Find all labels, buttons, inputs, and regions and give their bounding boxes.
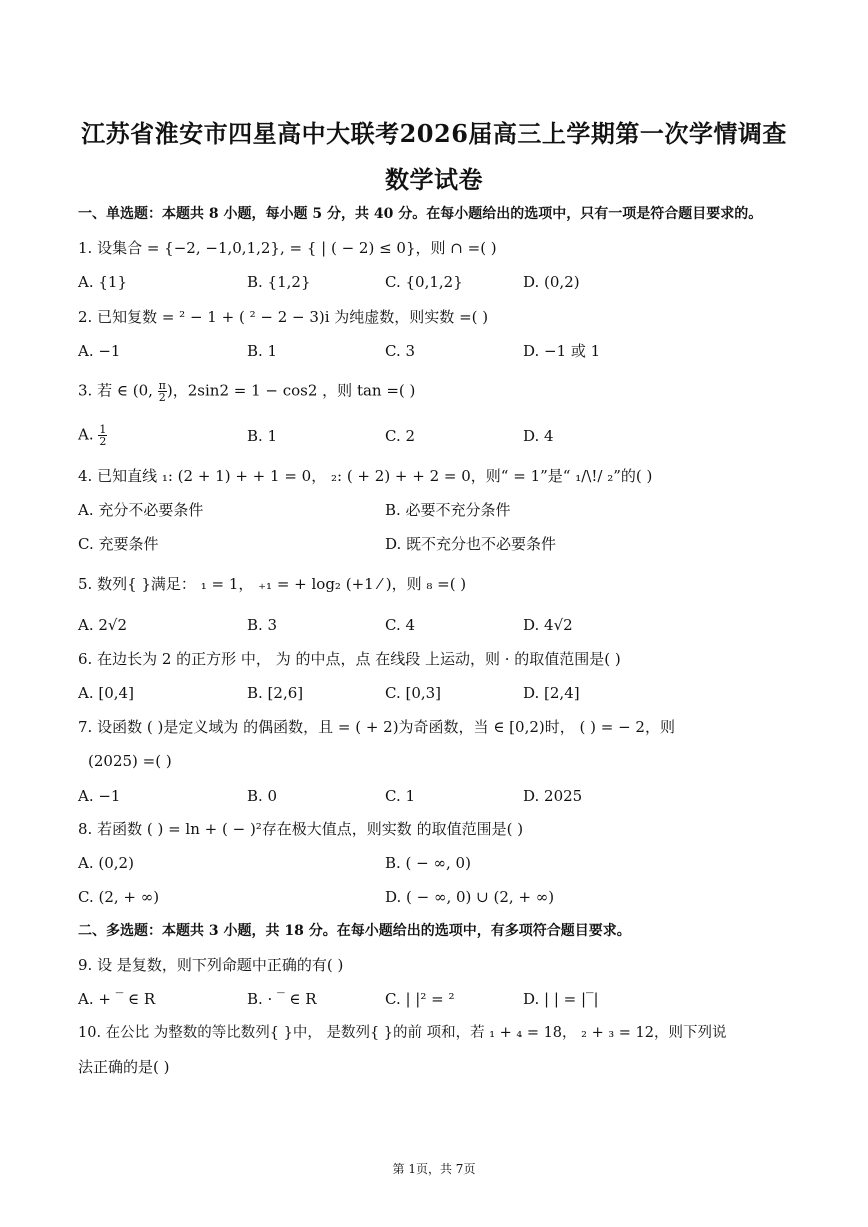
- question-5-stem: 5. 数列{ }满足： ₁ = 1， ₊₁ = + log₂ (+1 ⁄ )，则 ₈ =( ): [78, 575, 467, 593]
- q3-option-b: B. 1: [247, 427, 278, 445]
- q3-option-a: [78, 424, 107, 447]
- exam-title: 江苏省淮安市四星高中大联考2026届高三上学期第一次学情调查: [81, 119, 787, 148]
- q4-option-d: D. 既不充分也不必要条件: [385, 535, 557, 553]
- question-9-stem: 9. 设 是复数，则下列命题中正确的有( ): [78, 956, 344, 974]
- question-6-stem: 6. 在边长为 2 的正方形 中， 为 的中点，点 在线段 上运动，则 · 的取值范围是( ): [78, 650, 621, 668]
- q8-option-d: D. ( − ∞, 0) ∪ (2, + ∞): [385, 888, 555, 906]
- q3-fraction-numerator: π: [158, 379, 166, 392]
- q3-fraction: [158, 380, 167, 403]
- q2-option-a: A. −1: [78, 342, 121, 360]
- q2-option-c: C. 3: [385, 342, 416, 360]
- question-10-stem: 10. 在公比 为整数的等比数列{ }中， 是数列{ }的前 项和，若 ₁ + ₄ = 18， ₂ + ₃ = 12，则下列说: [78, 1025, 727, 1041]
- q5-option-c: C. 4: [385, 616, 416, 634]
- q9-option-b: B. · ‾ ∈ R: [247, 990, 317, 1008]
- q8-option-b: B. ( − ∞, 0): [385, 854, 471, 872]
- q5-option-d: D. 4√2: [523, 616, 573, 634]
- q3-stem-part-b: )，2sin2 = 1 − cos2 ，则 tan =( ): [166, 381, 416, 400]
- q6-option-d: D. [2,4]: [523, 684, 580, 702]
- q1-option-c: C. {0,1,2}: [385, 273, 463, 291]
- section-heading-multiple-choice: 二、多选题：本题共 3 小题，共 18 分。在每小题给出的选项中，有多项符合题目要求。: [78, 923, 631, 939]
- q1-option-d: D. (0,2): [523, 273, 580, 291]
- q7-option-a: A. −1: [78, 787, 121, 805]
- q6-option-b: B. [2,6]: [247, 684, 304, 702]
- exam-subtitle: 数学试卷: [385, 165, 483, 194]
- q3-option-a-numerator: 1: [99, 423, 107, 436]
- q3-option-a-fraction: [98, 424, 107, 447]
- question-1-stem: 1. 设集合 = {−2, −1,0,1,2}, = { | ( − 2) ≤ 0}，则 ∩ =( ): [78, 239, 497, 257]
- question-4-stem: 4. 已知直线 ₁: (2 + 1) + + 1 = 0， ₂: ( + 2) + + 2 = 0，则“ = 1”是“ ₁/\!/ ₂”的( ): [78, 467, 653, 485]
- q7-option-d: D. 2025: [523, 787, 583, 805]
- question-8-stem: 8. 若函数 ( ) = ln + ( − )²存在极大值点，则实数 的取值范围是( ): [78, 820, 524, 838]
- q7-option-c: C. 1: [385, 787, 416, 805]
- q4-option-c: C. 充要条件: [78, 535, 159, 553]
- q6-option-a: A. [0,4]: [78, 684, 134, 702]
- q9-option-d: D. | | = |‾|: [523, 990, 599, 1008]
- question-7-stem: 7. 设函数 ( )是定义域为 的偶函数，且 = ( + 2)为奇函数，当 ∈ [0,2)时， ( ) = − 2，则: [78, 718, 675, 736]
- question-7-stem-continued: (2025) =( ): [88, 752, 172, 770]
- q4-option-b: B. 必要不充分条件: [385, 501, 511, 519]
- q5-option-a: A. 2√2: [78, 616, 128, 634]
- question-3-stem: [78, 380, 415, 403]
- q4-option-a: A. 充分不必要条件: [78, 501, 204, 519]
- q9-option-a: A. + ‾ ∈ R: [78, 990, 156, 1008]
- q7-option-b: B. 0: [247, 787, 278, 805]
- section-heading-single-choice: 一、单选题：本题共 8 小题，每小题 5 分，共 40 分。在每小题给出的选项中，只有一项是符合题目要求的。: [78, 206, 763, 222]
- q2-option-d: D. −1 或 1: [523, 342, 601, 360]
- q6-option-c: C. [0,3]: [385, 684, 442, 702]
- question-2-stem: 2. 已知复数 = ² − 1 + ( ² − 2 − 3)i 为纯虚数，则实数 =( ): [78, 308, 489, 326]
- q8-option-c: C. (2, + ∞): [78, 888, 160, 906]
- q9-option-c: C. | |² = ²: [385, 990, 455, 1008]
- q3-option-a-label: A.: [78, 425, 99, 444]
- q5-option-b: B. 3: [247, 616, 278, 634]
- q3-stem-part-a: 3. 若 ∈ (0,: [78, 381, 158, 400]
- q3-option-d: D. 4: [523, 427, 554, 445]
- q3-fraction-denominator: 2: [158, 391, 166, 404]
- q8-option-a: A. (0,2): [78, 854, 134, 872]
- q2-option-b: B. 1: [247, 342, 278, 360]
- q3-option-a-denominator: 2: [99, 435, 107, 448]
- q1-option-a: A. {1}: [78, 273, 127, 291]
- question-10-stem-continued: 法正确的是( ): [78, 1058, 170, 1076]
- page-footer: 第 1页，共 7页: [392, 1162, 476, 1176]
- q3-option-c: C. 2: [385, 427, 416, 445]
- q1-option-b: B. {1,2}: [247, 273, 311, 291]
